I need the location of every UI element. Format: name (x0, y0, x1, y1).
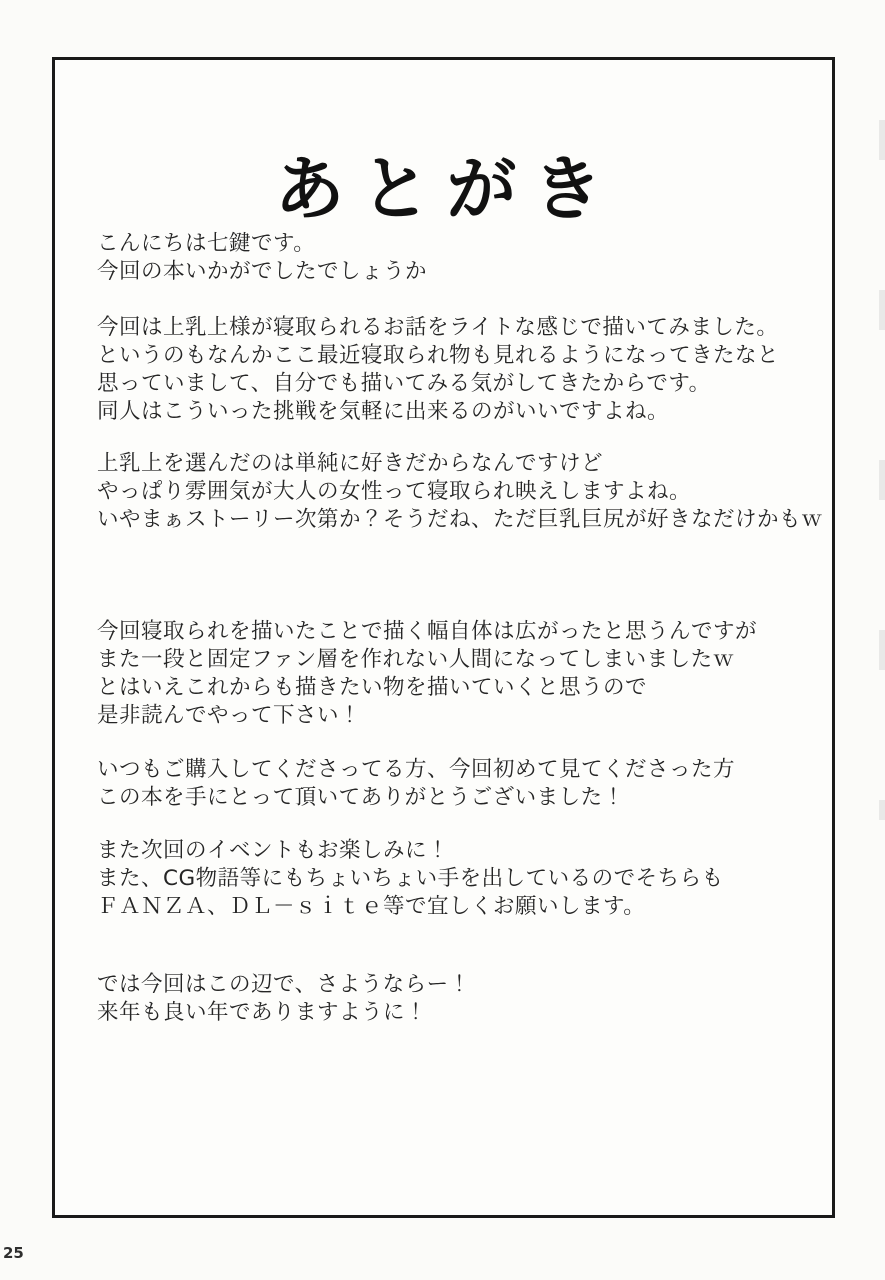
paragraph-line: いやまぁストーリー次第か？そうだね、ただ巨乳巨尻が好きなだけかもｗ (97, 507, 824, 532)
paragraph-line: では今回はこの辺で、さようならー！ (97, 972, 471, 997)
paragraph-line: というのもなんかここ最近寝取られ物も見れるようになってきたなと (97, 343, 780, 368)
page-number: 25 (3, 1244, 24, 1262)
paragraph-line: 来年も良い年でありますように！ (97, 1000, 428, 1025)
paragraph-line: やっぱり雰囲気が大人の女性って寝取られ映えしますよね。 (97, 479, 692, 504)
paragraph-promotion (97, 837, 837, 921)
paragraph-line: 今回寝取られを描いたことで描く幅自体は広がったと思うんですが (97, 619, 758, 644)
paragraph-line: この本を手にとって頂いてありがとうございました！ (97, 785, 625, 810)
paragraph-line: 同人はこういった挑戦を気軽に出来るのがいいですよね。 (97, 399, 670, 424)
paragraph-line: 思っていまして、自分でも描いてみる気がしてきたからです。 (97, 371, 711, 396)
paragraph-farewell (97, 971, 837, 1027)
paragraph-thanks (97, 756, 837, 812)
page-title: あとがき (274, 147, 619, 230)
paragraph-character-choice (97, 450, 837, 534)
paragraph-line: ＦＡＮＺＡ、ＤＬ－ｓｉｔｅ等で宜しくお願いします。 (97, 894, 646, 919)
paragraph-line: また一段と固定ファン層を作れない人間になってしまいましたｗ (97, 647, 735, 672)
paragraph-line: また、CG物語等にもちょいちょい手を出しているのでそちらも (97, 866, 724, 891)
paragraph-greeting (97, 230, 837, 286)
paragraph-line: いつもご購入してくださってる方、今回初めて見てくださった方 (97, 757, 736, 782)
paragraph-line: 是非読んでやって下さい！ (97, 703, 362, 728)
paragraph-line: こんにちは七鍵です。 (97, 231, 316, 256)
paragraph-reflection (97, 618, 837, 730)
scan-edge-artifacts (879, 120, 885, 820)
paragraph-line: また次回のイベントもお楽しみに！ (97, 838, 450, 863)
paragraph-concept (97, 314, 837, 426)
paragraph-line: 今回の本いかがでしたでしょうか (97, 259, 428, 284)
paragraph-line: とはいえこれからも描きたい物を描いていくと思うので (97, 675, 648, 700)
paragraph-line: 上乳上を選んだのは単純に好きだからなんですけど (97, 451, 604, 476)
paragraph-line: 今回は上乳上様が寝取られるお話をライトな感じで描いてみました。 (97, 315, 779, 340)
